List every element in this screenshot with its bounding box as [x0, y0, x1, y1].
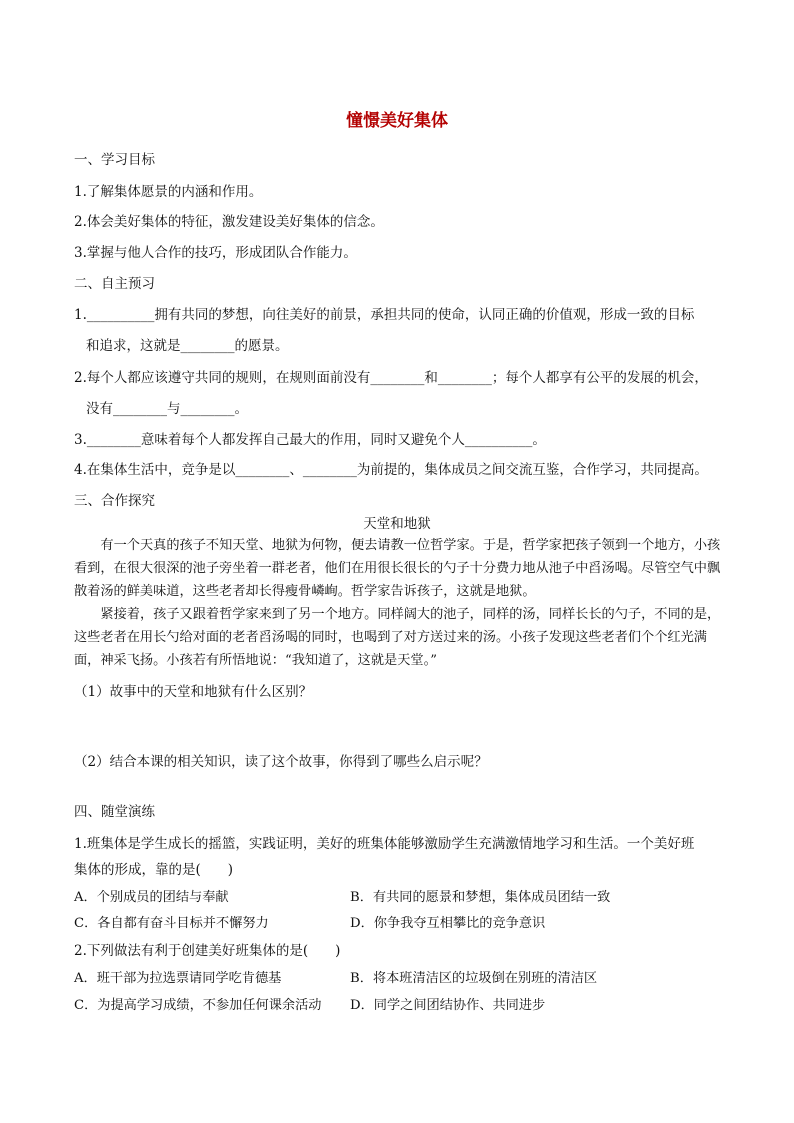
practice-q2-option-d: D．同学之间团结协作、共同进步 [350, 998, 546, 1013]
practice-q1-option-a: A．个别成员的团结与奉献 [74, 890, 229, 905]
preview-q2-line2: 没有________与________。 [86, 401, 248, 417]
practice-q2-option-c: C．为提高学习成绩，不参加任何课余活动 [74, 998, 322, 1013]
section-heading-goals: 一、学习目标 [74, 152, 155, 168]
preview-q1-line2: 和追求，这就是________的愿景。 [86, 338, 289, 354]
practice-q2-option-b: B．将本班清洁区的垃圾倒在别班的清洁区 [350, 971, 598, 986]
story-title: 天堂和地狱 [363, 516, 431, 532]
section-heading-practice: 四、随堂演练 [74, 804, 155, 820]
section-heading-cooperation: 三、合作探究 [74, 493, 155, 509]
practice-q1-option-b: B．有共同的愿景和梦想，集体成员团结一致 [350, 890, 611, 905]
cooperation-q1: （1）故事中的天堂和地狱有什么区别？ [74, 684, 313, 700]
story-paragraph-2: 紧接着，孩子又跟着哲学家来到了另一个地方。同样阔大的池子，同样的汤，同样长长的勺子，不同的是，这些老者在用长勺给对面的老者舀汤喝的同时，也喝到了对方送过来的汤。小孩子发现这些老者们个个红光满面，神采飞扬。小孩若有所悟地说：“我知道了，这就是天堂。” [74, 607, 721, 668]
practice-q2-option-a: A．班干部为拉选票请同学吃肯德基 [74, 971, 282, 986]
goal-item-3: 3.掌握与他人合作的技巧，形成团队合作能力。 [74, 245, 357, 261]
practice-q1-option-c: C．各自都有奋斗目标并不懈努力 [74, 916, 269, 931]
goal-item-1: 1.了解集体愿景的内涵和作用。 [74, 184, 263, 200]
practice-q1-line1: 1.班集体是学生成长的摇篮，实践证明，美好的班集体能够激励学生充满激情地学习和生活。一个美好班 [74, 836, 695, 852]
practice-q1-option-d: D．你争我夺互相攀比的竞争意识 [350, 916, 546, 931]
practice-q1-line2: 集体的形成，靠的是( ) [74, 862, 234, 878]
section-heading-preview: 二、自主预习 [74, 276, 155, 292]
story-body [74, 534, 726, 672]
preview-q2-line1: 2.每个人都应该遵守共同的规则，在规则面前没有________和________；每个人都享有公平的发展的机会， [74, 370, 708, 386]
practice-q2: 2.下列做法有利于创建美好班集体的是( ) [74, 943, 341, 959]
preview-q4: 4.在集体生活中，竞争是以________、________为前提的，集体成员之间交流互鉴，合作学习，共同提高。 [74, 462, 708, 478]
story-paragraph-1: 有一个天真的孩子不知天堂、地狱为何物，便去请教一位哲学家。于是，哲学家把孩子领到一个地方，小孩看到，在很大很深的池子旁坐着一群老者，他们在用很长很长的勺子十分费力地从池子中舀汤喝。尽管空气中飘散着汤的鲜美味道，这些老者却长得瘦骨嶙峋。哲学家告诉孩子，这就是地狱。 [74, 538, 721, 599]
cooperation-q2: （2）结合本课的相关知识，读了这个故事，你得到了哪些么启示呢？ [74, 754, 488, 770]
goal-item-2: 2.体会美好集体的特征，激发建设美好集体的信念。 [74, 214, 384, 230]
document-title: 憧憬美好集体 [346, 111, 448, 131]
preview-q3: 3.________意味着每个人都发挥自己最大的作用，同时又避免个人__________。 [74, 432, 546, 448]
preview-q1-line1: 1.__________拥有共同的梦想，向往美好的前景，承担共同的使命，认同正确的价值观，形成一致的目标 [74, 307, 695, 323]
